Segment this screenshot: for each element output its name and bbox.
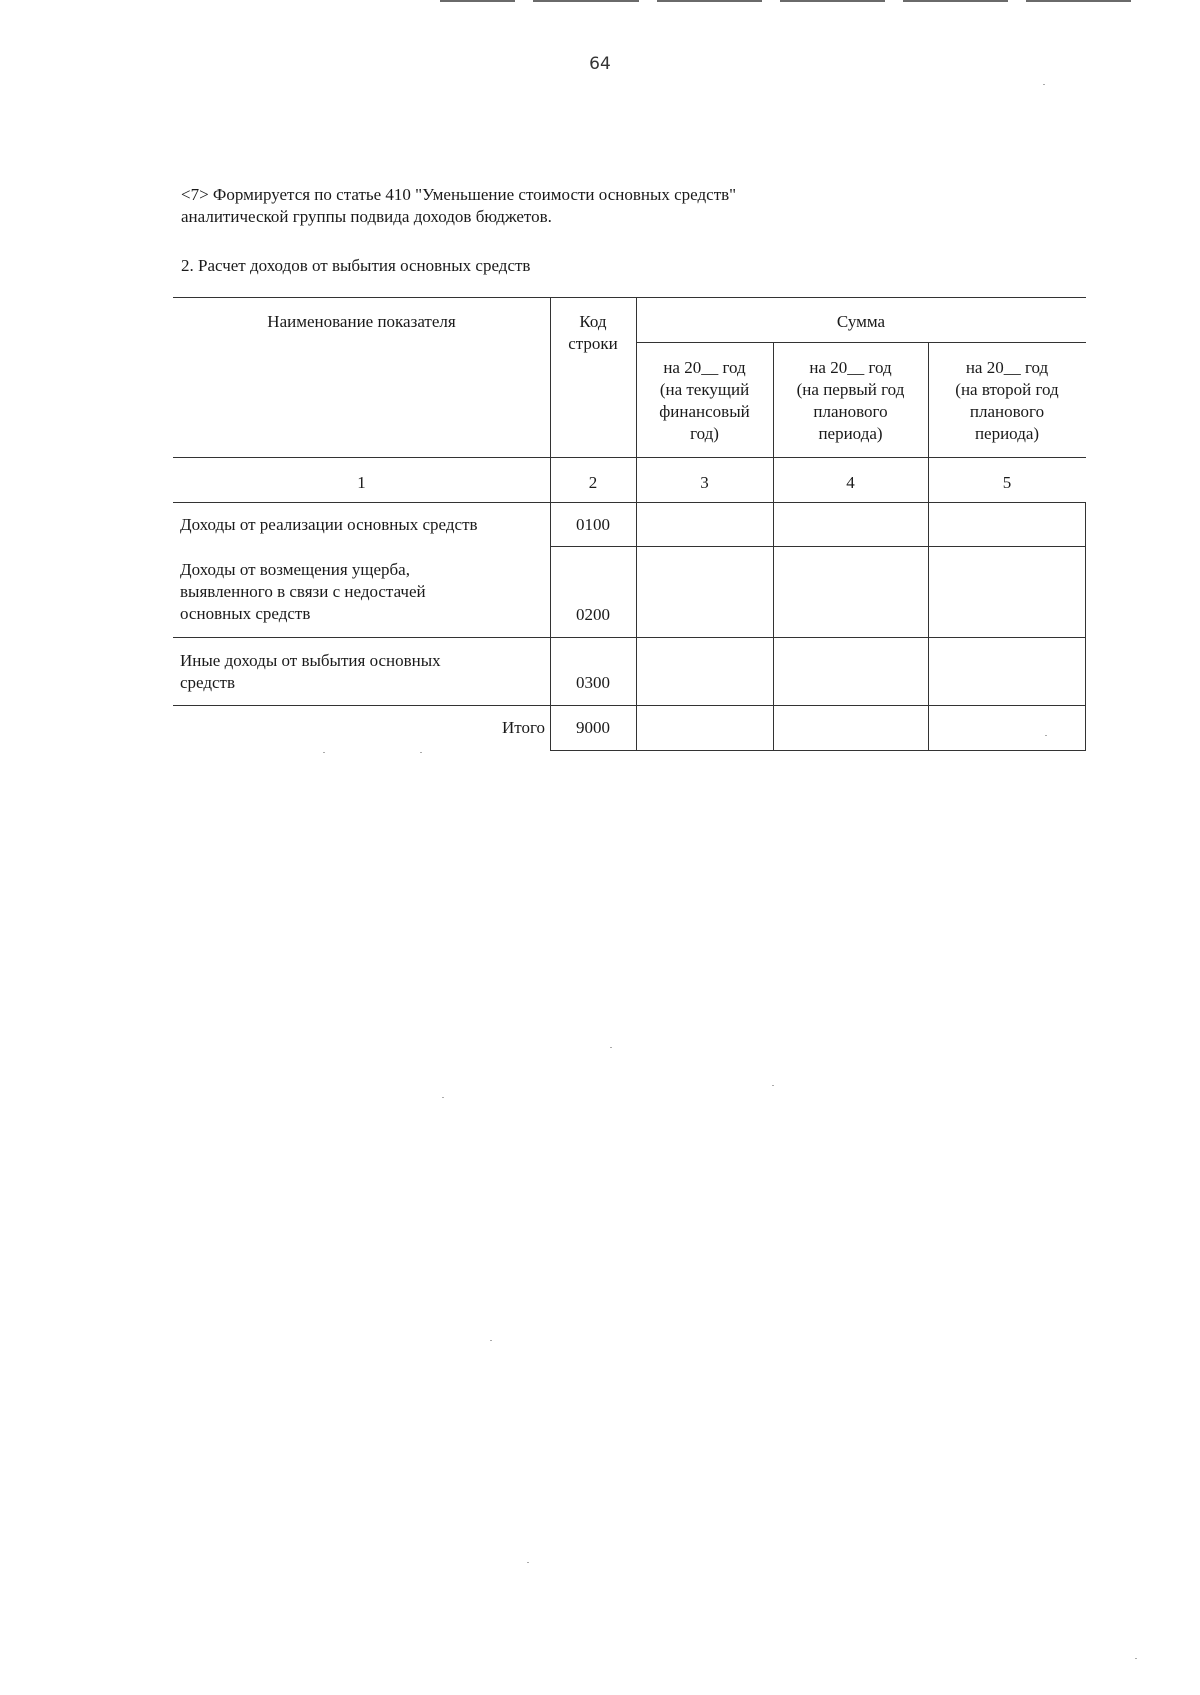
row-label: Иные доходы от выбытия основных средств xyxy=(180,651,441,692)
header-name: Наименование показателя xyxy=(267,312,456,331)
header-year-current: на 20__ год (на текущий финансовый год) xyxy=(659,358,750,443)
scan-artifact-line xyxy=(903,0,1008,2)
row-label: Доходы от реализации основных средств xyxy=(180,515,478,534)
scan-speck xyxy=(527,1562,529,1563)
table-rule-row2-bottom xyxy=(173,637,1086,638)
scan-artifact-line xyxy=(780,0,885,2)
footnote: <7> Формируется по статье 410 "Уменьшение стоимости основных средств" аналитической группы подвида доходов бюджетов. xyxy=(181,185,737,226)
table-rule-subheader xyxy=(636,342,1086,343)
column-number: 5 xyxy=(1002,473,1012,492)
column-number: 4 xyxy=(846,473,855,492)
section-title: 2. Расчет доходов от выбытия основных средств xyxy=(181,256,531,275)
table-rule-row3-bottom xyxy=(173,705,1086,706)
total-code: 9000 xyxy=(576,718,610,737)
scan-speck xyxy=(490,1340,492,1341)
table-col-line-right xyxy=(1085,502,1086,751)
column-number: 3 xyxy=(700,473,709,492)
row-code: 0300 xyxy=(576,673,610,692)
table-rule-numbers-bottom xyxy=(173,502,1086,503)
row-code: 0200 xyxy=(576,605,610,624)
column-number: 2 xyxy=(588,473,598,492)
page-number: 64 xyxy=(589,54,611,74)
scan-speck xyxy=(442,1097,444,1098)
scan-speck xyxy=(420,752,422,753)
total-label: Итого xyxy=(501,718,545,737)
column-number: 1 xyxy=(357,473,366,492)
row-label: Доходы от возмещения ущерба, выявленного в связи с недостачей основных средств xyxy=(180,560,426,623)
scan-speck xyxy=(323,752,325,753)
scan-artifact-line xyxy=(657,0,762,2)
table-rule-row1-bottom xyxy=(550,546,1086,547)
scan-artifact-line xyxy=(533,0,639,2)
header-year-second-plan: на 20__ год (на второй год планового периода) xyxy=(955,358,1059,443)
table-rule-header-bottom xyxy=(173,457,1086,458)
scan-speck xyxy=(1043,84,1045,85)
scan-speck xyxy=(610,1047,612,1048)
scan-speck xyxy=(1045,735,1047,736)
header-code: Код строки xyxy=(568,312,618,353)
table-rule-top xyxy=(173,297,1086,298)
scan-speck xyxy=(1135,1658,1137,1659)
scan-artifact-line xyxy=(440,0,515,2)
header-sum: Сумма xyxy=(836,312,886,331)
scan-speck xyxy=(772,1085,774,1086)
row-code: 0100 xyxy=(576,515,610,534)
table-rule-bottom xyxy=(550,750,1086,751)
income-table xyxy=(173,297,1086,751)
scan-artifact-line xyxy=(1026,0,1131,2)
header-year-first-plan: на 20__ год (на первый год планового периода) xyxy=(796,358,905,443)
